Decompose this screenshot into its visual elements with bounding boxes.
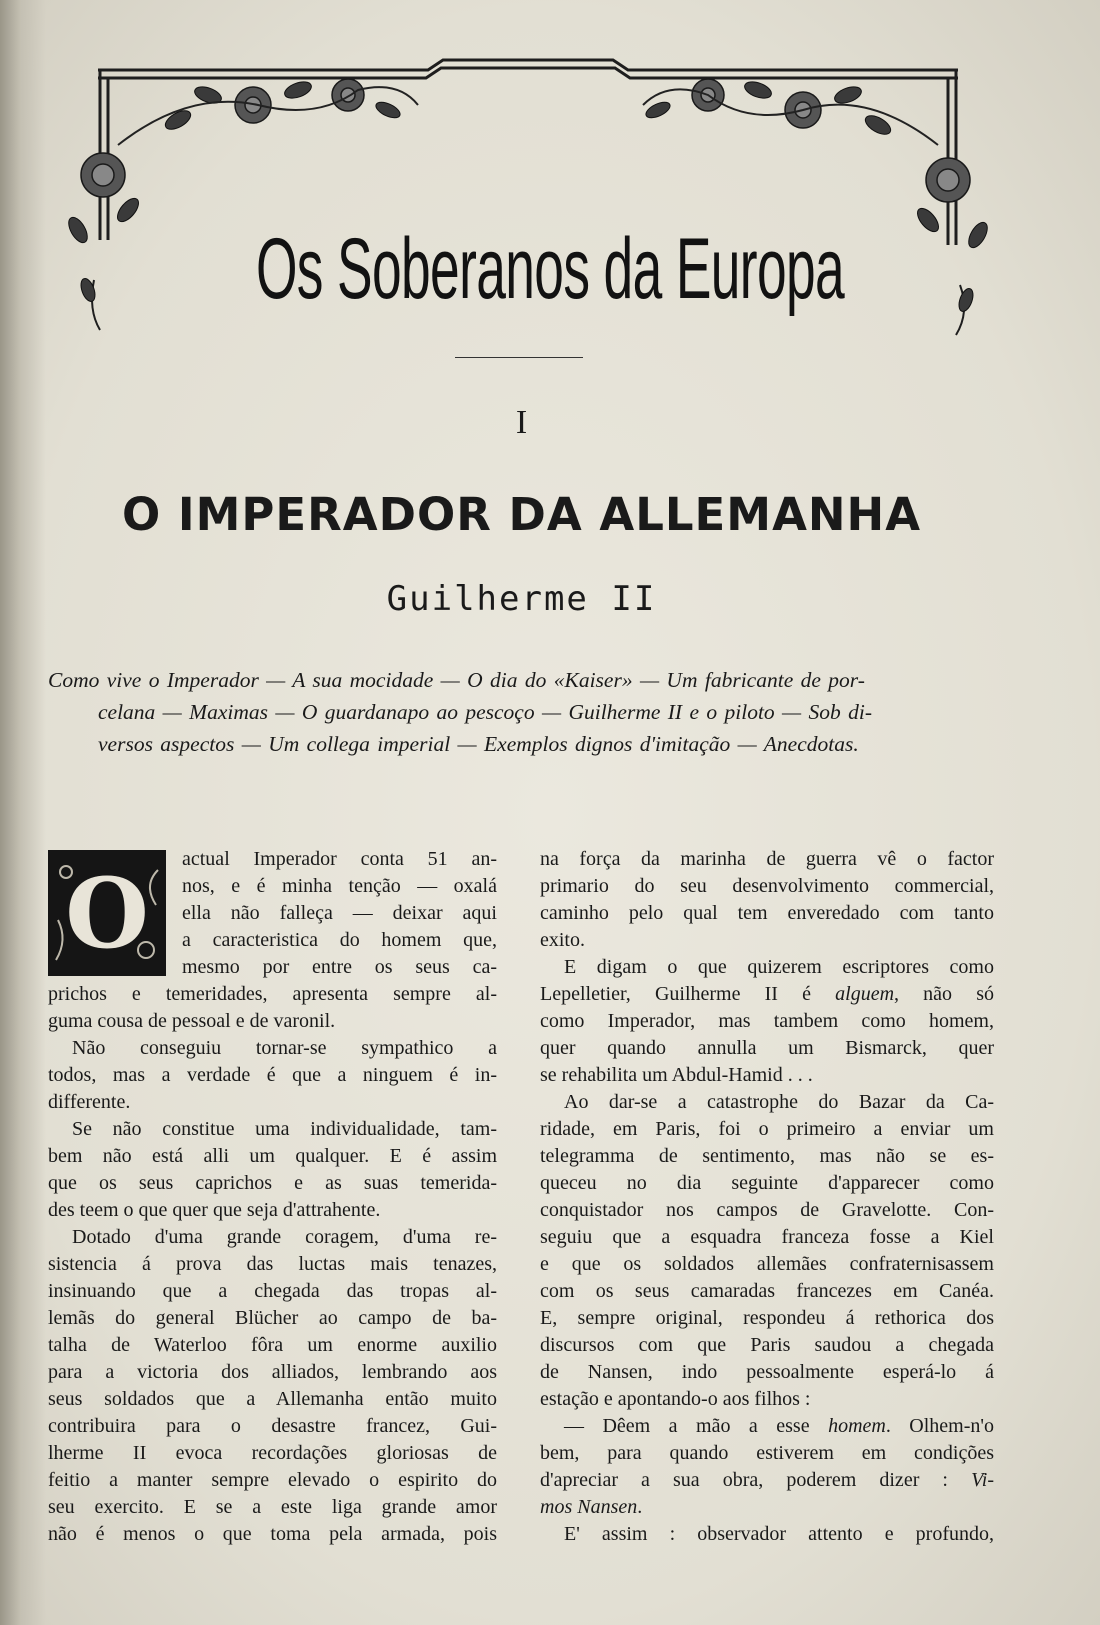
chapter-title: O IMPERADOR DA ALLEMANHA bbox=[121, 488, 922, 541]
text-line bbox=[540, 1413, 994, 1440]
text-line: que os seus caprichos e as suas temerida- bbox=[48, 1172, 497, 1194]
text-line: como Imperador, mas tambem como homem, bbox=[540, 1010, 994, 1032]
text-line: quer quando annulla um Bismarck, quer bbox=[540, 1037, 994, 1059]
text-line: Se não constitue uma individualidade, tam- bbox=[72, 1118, 497, 1140]
summary-line: versos aspectos — Um collega imperial — Exemplos dignos d'imitação — Anecdotas. bbox=[98, 732, 859, 756]
text-fragment: Lepelletier, Guilherme II é bbox=[540, 983, 811, 1005]
chapter-subtitle: Guilherme II bbox=[386, 579, 657, 619]
text-line: primario do seu desenvolvimento commercial, bbox=[540, 875, 994, 897]
text-line: insinuando que a chegada das tropas al- bbox=[48, 1280, 497, 1302]
drop-cap-letter: O bbox=[65, 856, 149, 970]
text-line: ella não falleça — deixar aqui bbox=[182, 902, 497, 924]
text-line: Ao dar-se a catastrophe do Bazar da Ca- bbox=[564, 1091, 994, 1113]
text-line: nos, e é minha tenção — oxalá bbox=[182, 875, 497, 897]
text-line: na força da marinha de guerra vê o factor bbox=[540, 848, 994, 870]
text-line bbox=[540, 1494, 994, 1521]
text-line: prichos e temeridades, apresenta sempre al- bbox=[48, 983, 497, 1005]
binding-shadow bbox=[0, 0, 46, 1625]
text-line: seu exercito. E se a este liga grande amor bbox=[48, 1496, 497, 1518]
title-divider bbox=[455, 357, 583, 358]
text-line: sistencia á prova das luctas mais tenazes, bbox=[48, 1253, 497, 1275]
text-line: contribuira para o desastre francez, Gui- bbox=[48, 1415, 497, 1437]
italic-word: mos Nansen bbox=[540, 1496, 638, 1518]
text-line: de Nansen, indo pessoalmente esperá-lo á bbox=[540, 1361, 994, 1383]
right-column bbox=[540, 846, 994, 1548]
italic-word: Vi- bbox=[971, 1469, 995, 1491]
text-line: caminho pelo qual tem enveredado com tanto bbox=[540, 902, 994, 924]
text-line: mesmo por entre os seus ca- bbox=[182, 956, 497, 978]
text-fragment: . bbox=[637, 1496, 643, 1518]
text-line: com os seus camaradas francezes em Canéa. bbox=[540, 1280, 994, 1302]
text-line: differente. bbox=[48, 1091, 131, 1113]
left-column bbox=[48, 846, 497, 1548]
text-line: para a victoria dos alliados, lembrando aos bbox=[48, 1361, 497, 1383]
text-line: E, sempre original, respondeu á rethorica dos bbox=[540, 1307, 994, 1329]
text-line bbox=[540, 981, 994, 1008]
text-line: estação e apontando-o aos filhos : bbox=[540, 1388, 811, 1410]
chapter-summary bbox=[48, 664, 994, 760]
text-line: discursos com que Paris saudou a chegada bbox=[540, 1334, 994, 1356]
text-line: seguiu que a esquadra franceza fosse a Kiel bbox=[540, 1226, 994, 1248]
italic-word: alguem bbox=[835, 983, 895, 1005]
page-title: Os Soberanos da Europa bbox=[255, 221, 845, 317]
text-line: a caracteristica do homem que, bbox=[182, 929, 497, 951]
text-line: E' assim : observador attento e profundo, bbox=[564, 1523, 994, 1545]
summary-line: celana — Maximas — O guardanapo ao pescoço — Guilherme II e o piloto — Sob di- bbox=[98, 700, 873, 724]
text-fragment: — Dêem a mão a esse bbox=[564, 1415, 810, 1437]
text-line: des teem o que quer que seja d'attrahente. bbox=[48, 1199, 381, 1221]
text-fragment: d'apreciar a sua obra, poderem dizer : bbox=[540, 1469, 948, 1491]
text-line: telegramma de sentimento, mas não se es- bbox=[540, 1145, 994, 1167]
text-line: queceu no dia seguinte d'apparecer como bbox=[540, 1172, 994, 1194]
text-line: ridade, em Paris, foi o primeiro a enviar um bbox=[540, 1118, 994, 1140]
text-line: guma cousa de pessoal e de varonil. bbox=[48, 1010, 336, 1032]
text-line: lherme II evoca recordações gloriosas de bbox=[48, 1442, 497, 1464]
text-line: bem, para quando estiverem em condições bbox=[540, 1442, 994, 1464]
text-line: feitio a manter sempre elevado o espirito do bbox=[48, 1469, 497, 1491]
text-line: bem não está alli um qualquer. E é assim bbox=[48, 1145, 497, 1167]
text-line bbox=[540, 1467, 994, 1494]
text-line: todos, mas a verdade é que a ninguem é in- bbox=[48, 1064, 497, 1086]
section-number: I bbox=[515, 404, 528, 441]
text-line: talha de Waterloo fôra um enorme auxilio bbox=[48, 1334, 497, 1356]
text-line: e que os soldados allemães confraternisassem bbox=[540, 1253, 994, 1275]
text-fragment: , não só bbox=[894, 983, 994, 1005]
text-line: lemãs do general Blücher ao campo de ba- bbox=[48, 1307, 497, 1329]
text-line: não é menos o que toma pela armada, pois bbox=[48, 1523, 497, 1545]
summary-line: Como vive o Imperador — A sua mocidade — O dia do «Kaiser» — Um fabricante de por- bbox=[48, 668, 865, 692]
text-line: E digam o que quizerem escriptores como bbox=[564, 956, 994, 978]
text-line: Não conseguiu tornar-se sympathico a bbox=[72, 1037, 497, 1059]
text-line: se rehabilita um Abdul-Hamid . . . bbox=[540, 1064, 813, 1086]
italic-word: homem bbox=[828, 1415, 886, 1437]
text-line: Dotado d'uma grande coragem, d'uma re- bbox=[72, 1226, 497, 1248]
text-line: conquistador nos campos de Gravelotte. Con- bbox=[540, 1199, 994, 1221]
text-fragment: . Olhem-n'o bbox=[885, 1415, 995, 1437]
text-line: seus soldados que a Allemanha então muito bbox=[48, 1388, 497, 1410]
text-line: exito. bbox=[540, 929, 585, 951]
text-line: actual Imperador conta 51 an- bbox=[182, 848, 497, 870]
